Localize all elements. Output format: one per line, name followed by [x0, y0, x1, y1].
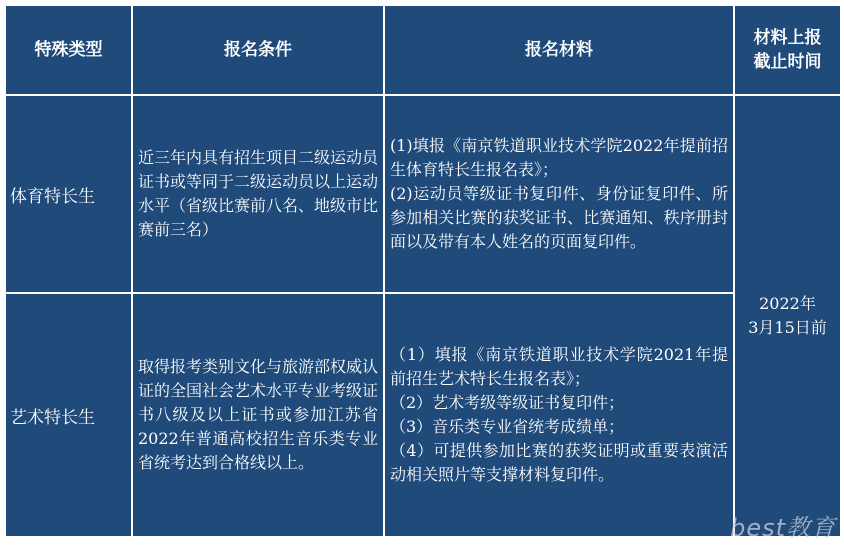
- row-materials-sports: (1)填报《南京铁道职业技术学院2022年提前招生体育特长生报名表》； (2)运动员等级证书复印件、身份证复印件、所参加相关比赛的获奖证书、比赛通知、秩序册封面以及带有本人姓名的页面复印件。: [384, 95, 734, 293]
- header-deadline: 材料上报 截止时间: [734, 5, 841, 95]
- header-condition: 报名条件: [132, 5, 384, 95]
- row-type-sports: 体育特长生: [5, 95, 132, 293]
- header-materials: 报名材料: [384, 5, 734, 95]
- row-condition-art: 取得报考类别文化与旅游部权威认证的全国社会艺术水平专业考级证书八级及以上证书或参加江苏省2022年普通高校招生音乐类专业省统考达到合格线以上。: [132, 293, 384, 537]
- row-type-art: 艺术特长生: [5, 293, 132, 537]
- row-condition-sports: 近三年内具有招生项目二级运动员证书或等同于二级运动员以上运动水平（省级比赛前八名、地级市比赛前三名）: [132, 95, 384, 293]
- table-row: [5, 293, 841, 537]
- registration-table-container: [2, 2, 842, 540]
- row-materials-art: （1）填报《南京铁道职业技术学院2021年提前招生艺术特长生报名表》； （2）艺术考级等级证书复印件； （3）音乐类专业省统考成绩单； （4）可提供参加比赛的获奖证明或重要表演活动相关照片等支撑材料复印件。: [384, 293, 734, 537]
- deadline-cell: 2022年 3月15日前: [734, 95, 841, 537]
- table-row: [5, 95, 841, 293]
- header-special-type: 特殊类型: [5, 5, 132, 95]
- watermark-logo: best教育: [730, 514, 836, 542]
- table-header-row: [5, 5, 841, 95]
- registration-table: [4, 4, 842, 538]
